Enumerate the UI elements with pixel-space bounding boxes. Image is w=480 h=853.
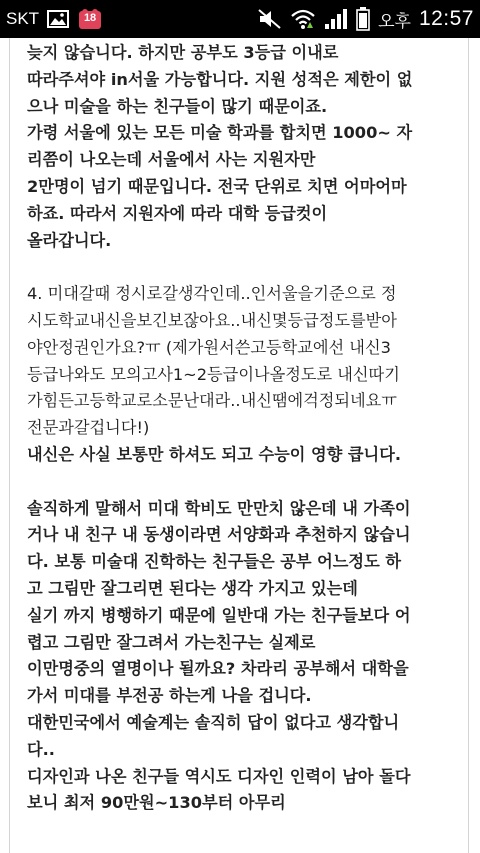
article-line: 디자인과 나온 친구들 역시도 디자인 인력이 남아 돌다 <box>27 766 411 786</box>
question-line: 전문과갈겁니다!) <box>27 418 150 438</box>
status-bar <box>0 0 480 38</box>
article-line: 리쯤이 나오는데 서울에서 사는 지원자만 <box>27 150 316 170</box>
article-line: 내신은 사실 보통만 하셔도 되고 수능이 영향 큽니다. <box>27 444 401 464</box>
paragraph-gap <box>27 254 465 281</box>
article-line: 실기 까지 병행하기 때문에 일반대 가는 친구들보다 어 <box>27 605 411 625</box>
article-line: 보니 최저 90만원~130부터 아무리 <box>27 793 286 813</box>
question-line: 야안정권인가요?ㅠ (제가원서쓴고등학교에선 내신3 <box>27 337 391 357</box>
battery-icon <box>356 7 370 31</box>
image-icon <box>47 10 69 28</box>
article-line: 가령 서울에 있는 모든 미술 학과를 합치면 1000~ 자 <box>27 123 413 143</box>
article-body <box>27 40 465 817</box>
article-line: 따라주셔야 in서울 가능합니다. 지원 성적은 제한이 없 <box>27 69 413 89</box>
article-line: 솔직하게 말해서 미대 학비도 만만치 않은데 내 가족이 <box>27 498 411 518</box>
article-line: 이만명중의 열명이나 될까요? 차라리 공부해서 대학을 <box>27 659 409 679</box>
question-line: 시도학교내신을보긴보잖아요..내신몇등급정도를받아 <box>27 310 397 330</box>
mute-icon <box>258 9 282 29</box>
article-line: 하죠. 따라서 지원자에 따라 대학 등급컷이 <box>27 203 328 223</box>
app-notification-icon <box>77 7 103 31</box>
article-line: 대한민국에서 예술계는 솔직히 답이 없다고 생각합니 <box>27 712 400 732</box>
article-line: 렵고 그림만 잘그려서 가는친구는 실제로 <box>27 632 316 652</box>
notification-badge: 18 <box>83 12 97 24</box>
article-line: 2만명이 넘기 때문입니다. 전국 단위로 치면 어마어마 <box>27 176 407 196</box>
article-line: 으나 미술을 하는 친구들이 많기 때문이죠. <box>27 96 328 116</box>
article-line: 다. 보통 미술대 진학하는 친구들은 공부 어느정도 하 <box>27 552 401 572</box>
left-divider <box>9 38 10 853</box>
right-divider <box>468 38 469 853</box>
question-line: 등급나와도 모의고사1~2등급이나올정도로 내신따기 <box>27 364 400 384</box>
paragraph-gap <box>27 469 465 496</box>
question-line: 가힘든고등학교로소문난대라..내신땜에걱정되네요ㅠ <box>27 391 397 411</box>
article-line: 올라갑니다. <box>27 230 112 250</box>
carrier-label: SKT <box>6 9 40 28</box>
time-ampm: 오후 <box>378 11 411 32</box>
article-line: 거나 내 친구 내 동생이라면 서양화과 추천하지 않습니 <box>27 525 411 545</box>
article-line: 가서 미대를 부전공 하는게 나을 겁니다. <box>27 686 312 706</box>
wifi-icon <box>290 8 316 30</box>
article-line: 늦지 않습니다. 하지만 공부도 3등급 이내로 <box>27 43 339 62</box>
article-line: 다.. <box>27 739 55 759</box>
clock: 12:57 <box>418 7 474 30</box>
article-viewport[interactable] <box>0 38 480 853</box>
signal-icon <box>324 8 348 30</box>
question-line: 4. 미대갈때 정시로갈생각인데..인서울을기준으로 정 <box>27 284 397 304</box>
article-line: 고 그림만 잘그리면 된다는 생각 가지고 있는데 <box>27 578 358 598</box>
